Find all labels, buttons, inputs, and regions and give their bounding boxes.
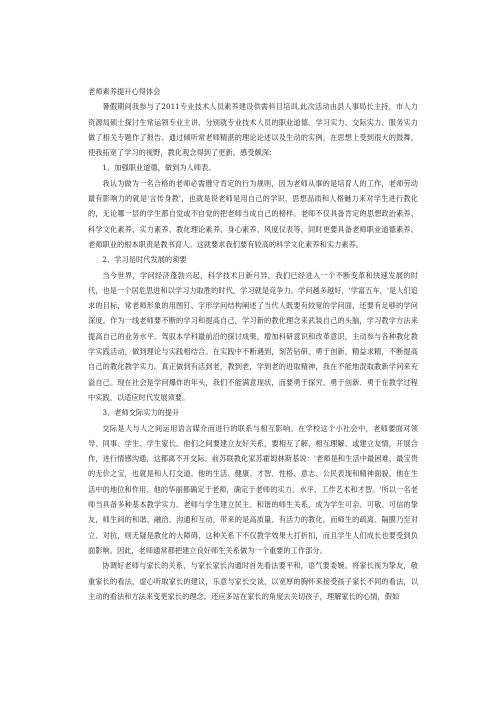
intro-paragraph: 暑假期间我参与了2011专业技术人员素养建设供需科目培训,此次活动由县人事局长主持，市人力资源局硕士探讨生常运领专业主讲，分别就专业技术人员的职业道德、学习实力、交际实力、服务实力做了相关专题作了报告。通过倾听常老师精湛的理论论述以及生动的实例，在思想上受到很大的鼓舞，使我拓宽了学习的视野，教化观念得到了更新。感受颇深： xyxy=(88,102,418,158)
document-body xyxy=(88,84,418,604)
section-3-paragraph-2: 协调好老师与家长的关系，与家长家长沟通时首先看法要平和，语气要委婉。将家长视为挚友，敬重家长的看法，虚心听取家长的建议，乐意与家长交谈，以宽厚的胸怀来接受孩子家长不同的看法，以主动的看法和方法来变更家长的理念。还应多站在家长的角度去关切孩子，理解家长的心情，假如 xyxy=(88,561,418,601)
section-2-heading: 2、学习是时代发展的须要 xyxy=(102,255,187,265)
section-1-paragraph: 我认为做为一名合格的老师必需遵守肯定的行为规则，因为老师从事的是培育人的工作，老师劳动最有影响力的就是'言传身教'，也就是说老师是用自己的学识、思想品质和人格魅力来对学生进行教化的，无论哪一层的学生都自觉或不自觉的把老师当成自己的榜样。老师不仅具备肯定的思想政治素养、科学文化素养、实力素养、教化理论素养、身心素养、风度仪表等，同时更要具备老师职业道德素养。老师职业的根本职责是教书育人。这就要求我们要有较高的科学文化素养和实力素养。 xyxy=(88,178,418,249)
section-1-heading: 1、加强职业道德，做到为人师表。 xyxy=(102,163,216,173)
section-3-heading: 3、老师交际实力的提升 xyxy=(102,408,180,418)
document-title: 老师素养提升心得体会 xyxy=(88,87,161,96)
section-3-paragraph-1: 交际是人与人之间运用语言媒介而进行的联系与相互影响。在学校这个小社会中，老师要面对领导、同事、学生、学生家长。他们之间要建立友好关系，要相互了解、相互理解、或建立友情，开展合作，进行情感沟通，这都离不开交际。前苏联教化家苏霍姆林斯基说：'老师是和生活中最困难、最宝贵的无价之宝，也就是和人打交道。他的生活、健康、才智、性格、意志、公民表现和精神面貌，他在生活中的地位和作用、他的华丽都确定于老师，确定于老师的实力、水平、工作艺术和才智。'所以一名老师当具备多种基本教学实力。老师与学生建立民主、和谐的师生关系，成为学生可亲、可敬、可信的挚友，师生间的和谐、融洽、沟通和互动，带来的是高质量、有活力的教化，而师生的疏离、隔膜乃至对立、对抗，则无疑是教化的大障碍，这种关系下不仅教学效果大打折扣，而且学生人们成长也要受到负面影响。因此，老师通常都把建立良好师生关系做为一个重要的工作部分。 xyxy=(88,423,418,555)
section-2-paragraph: 当今世界，学问经济蓬勃兴起，科学技术日新月异，我们已经进入一个不断变革和快速发展的时代，也是一个居危思进和以学习力取胜的时代，学习就是竞争力。学问越多越好，'学富五车，'是人们追求的目标，常老师形象的用图钉、字形学问结构阐述了当代人既要有较宽的学问面，还要有足够的学问深度。作为一线老师要不断的学习和提高自己，学习新的教化理念来武装自己的头脑，学习教学方法来提高自己的业务水平。驾驭本学科最前沿的探讨成果，增加科研意识和改革意识，主动参与各种教化教学实践活动，做到理论与实践相结合。在实践中不断遇到，刻苦钻研，勇于创新，精益求精，不断提高自己的教化教学实力。真正做到有活到老，教到老，学到老的进取精神，我在不能地混取教新学问来充溢自己。现在社会是学问爆炸的年头，我们不能满意现状，而要勇于探究、勇于创新、勇于在教学过程中实践，以适应时代发展须要。 xyxy=(88,270,418,402)
